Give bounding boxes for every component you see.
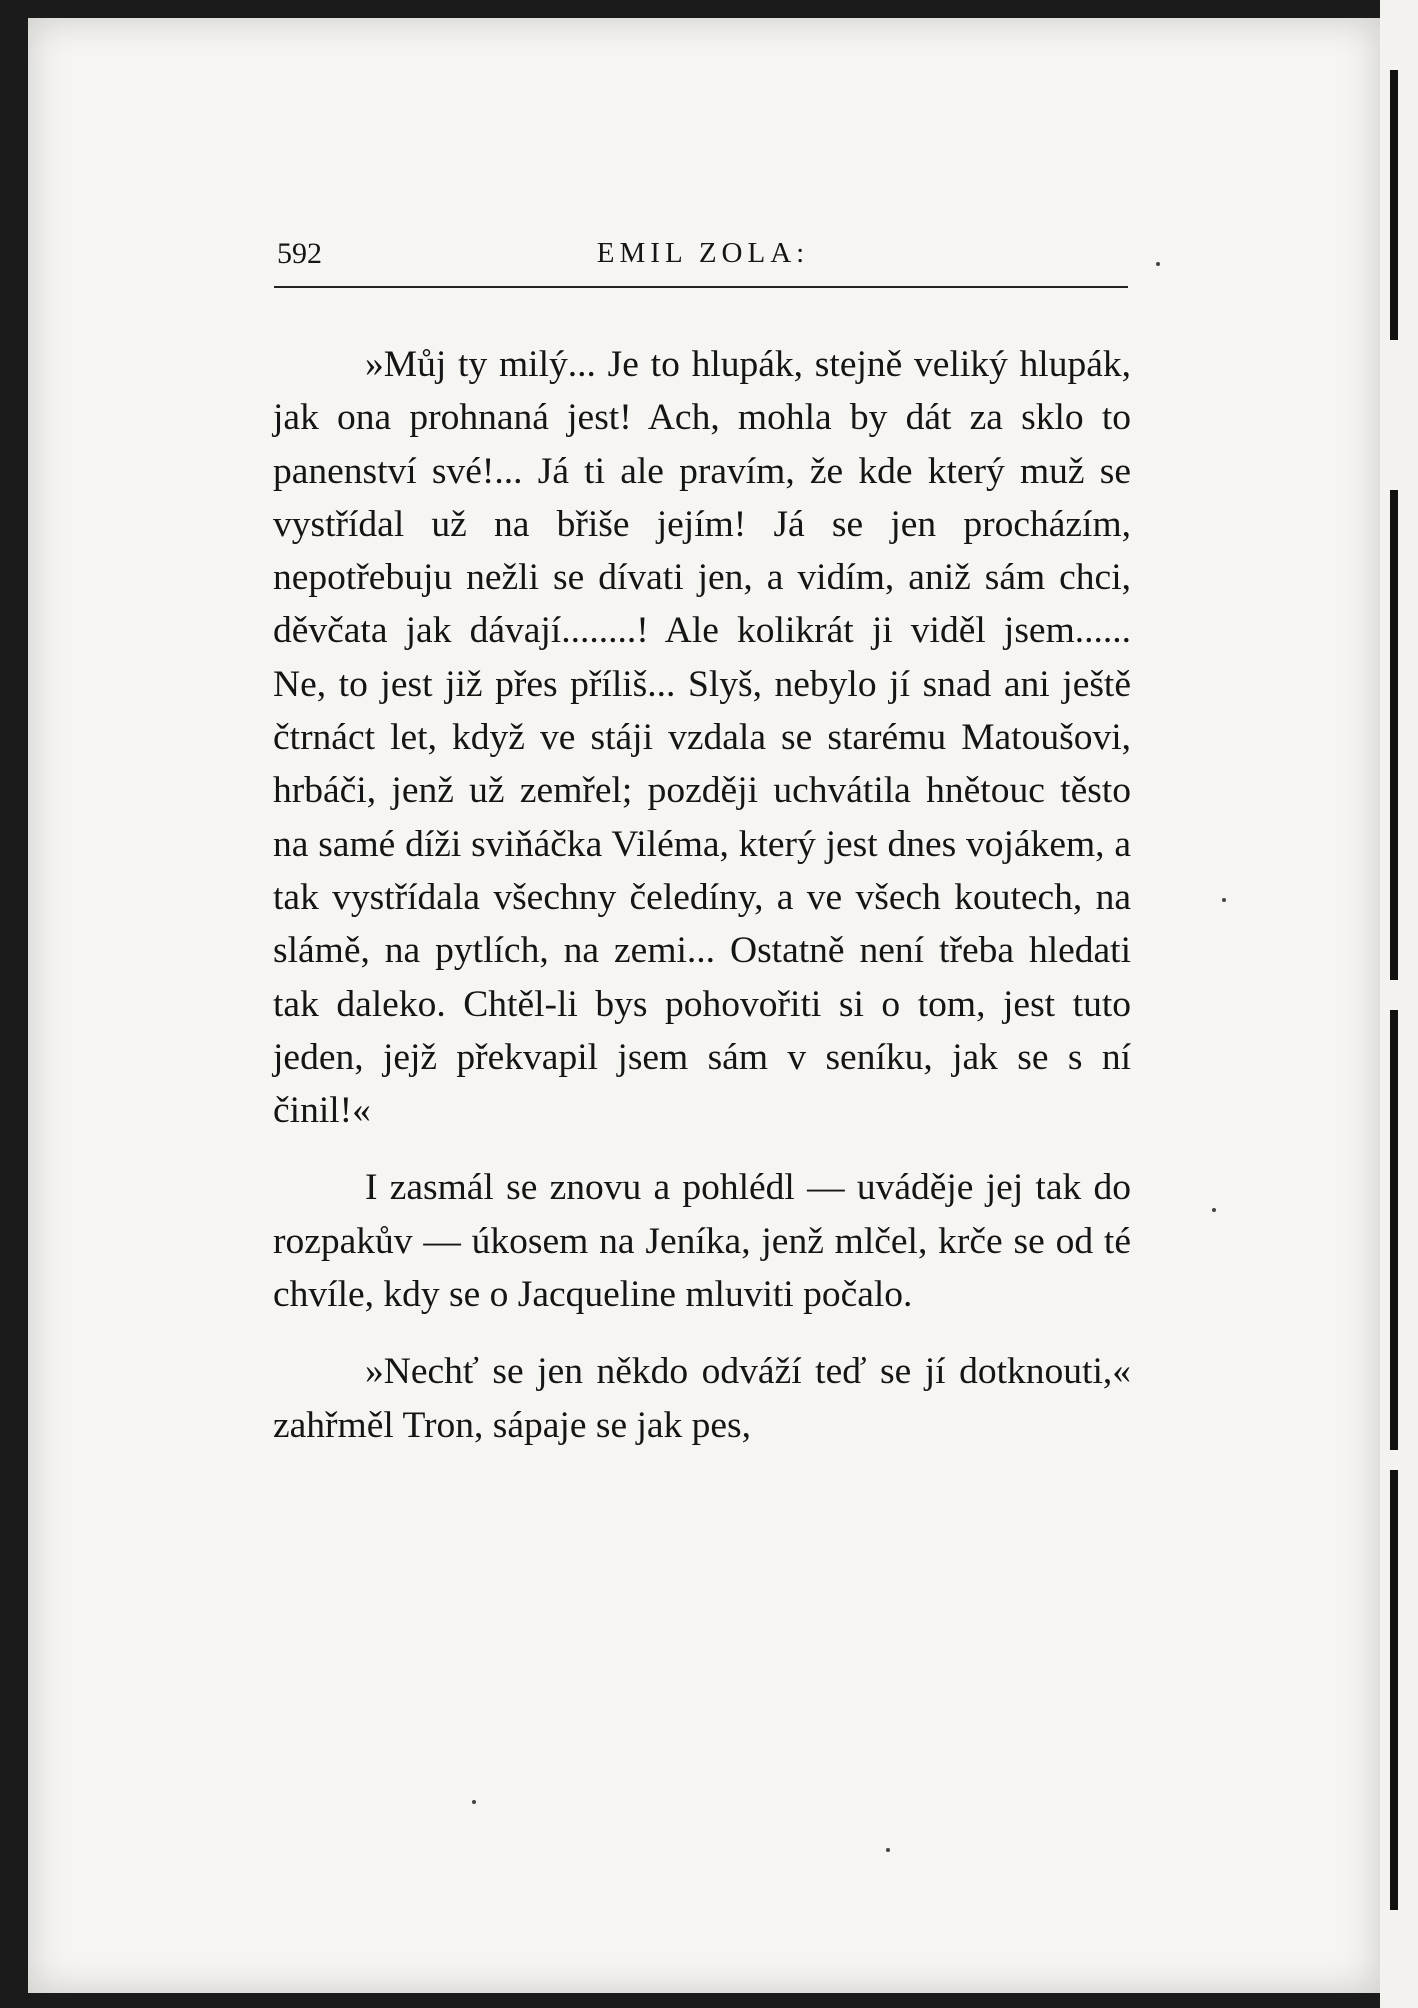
body-text [273,338,1131,1452]
binding-rule [1390,70,1398,340]
paper-speck [472,1800,476,1804]
paragraph: »Nechť se jen někdo odváží teď se jí dotknouti,« zahřměl Tron, sápaje se jak pes, [273,1351,1131,1446]
paper-speck [886,1848,890,1852]
header-rule [274,286,1128,288]
binding-rule [1390,490,1398,980]
paper-speck [1212,1208,1216,1212]
binding-rule [1390,1470,1398,1910]
page-header [277,237,1129,277]
paper-speck [1156,262,1160,266]
paper-speck [1222,898,1226,902]
paragraph: »Můj ty milý... Je to hlupák, stejně veliký hlupák, jak ona prohnaná jest! Ach, mohla by dát za sklo to panenství své!... Já ti ale pravím, že kde který muž se vystřídal už na břiše jejím! Já se jen procházím, nepotřebuju nežli se dívati jen, a vidím, aniž sám chci, děvčata jak dávají........! Ale kolikrát ji viděl jsem...... Ne, to jest již přes příliš... Slyš, nebylo jí snad ani ještě čtrnáct let, když ve stáji vzdala se starému Matoušovi, hrbáči, jenž už zemřel; později uchvátila hnětouc těsto na samé díži sviňáčka Viléma, který jest dnes vojákem, a tak vystřídala všechny čeledíny, a ve všech koutech, na slámě, na pytlích, na zemi... Ostatně není třeba hledati tak daleko. Chtěl-li bys pohovořiti si o tom, jest tuto jeden, jejž překvapil jsem sám v seníku, jak se s ní činil!« [273,344,1131,1132]
binding-rule [1390,1010,1398,1450]
binding-edge [1380,0,1418,2008]
running-head: EMIL ZOLA: [596,237,810,269]
paragraph: I zasmál se znovu a pohlédl — uváděje jej tak do rozpakův — úkosem na Jeníka, jenž mlčel, krče se od té chvíle, kdy se o Jacqueline mluviti počalo. [273,1167,1131,1316]
page-number: 592 [277,237,322,270]
